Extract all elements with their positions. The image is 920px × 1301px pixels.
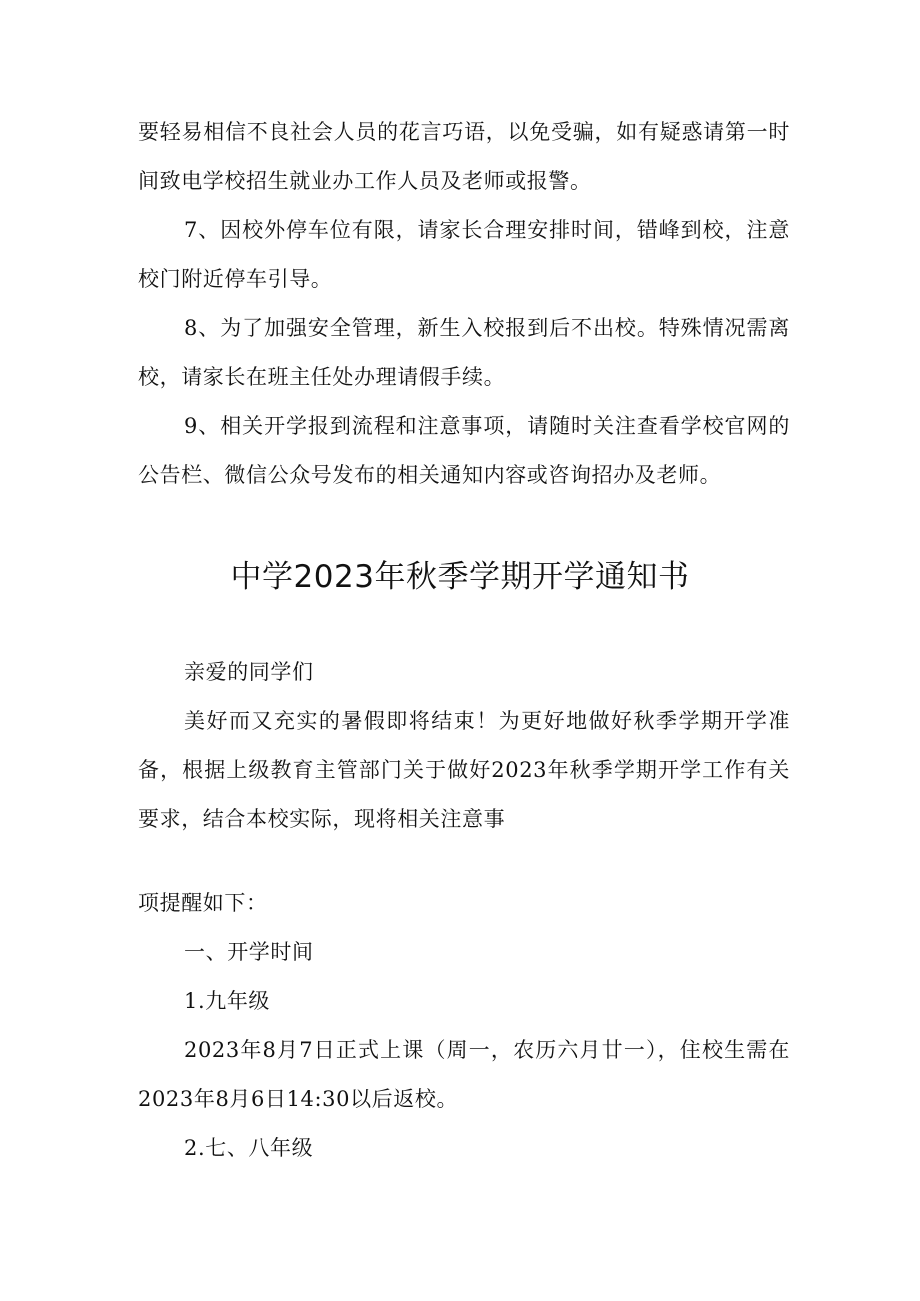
paragraph-item-7: 7、因校外停车位有限，请家长合理安排时间，错峰到校，注意校门附近停车引导。: [138, 218, 790, 291]
greeting: 亲爱的同学们: [184, 660, 314, 684]
subheading-grade-7-8: 2.七、八年级: [184, 1136, 314, 1160]
section-heading-start-time: 一、开学时间: [184, 940, 314, 964]
intro-continuation: 项提醒如下：: [138, 891, 268, 915]
grade-9-schedule-text: 2023年8月7日正式上课（周一，农历六月廿一），住校生需在2023年8月6日14:30以后返校。: [138, 1038, 790, 1111]
notice-title: 中学2023年秋季学期开学通知书: [230, 559, 690, 595]
intro-paragraph: 美好而又充实的暑假即将结束！为更好地做好秋季学期开学准备，根据上级教育主管部门关于做好2023年秋季学期开学工作有关要求，结合本校实际，现将相关注意事: [138, 709, 790, 831]
paragraph-item-9: 9、相关开学报到流程和注意事项，请随时关注查看学校官网的公告栏、微信公众号发布的相关通知内容或咨询招办及老师。: [138, 414, 790, 487]
paragraph-item-6-continuation: 要轻易相信不良社会人员的花言巧语，以免受骗，如有疑惑请第一时间致电学校招生就业办工作人员及老师或报警。: [138, 120, 790, 193]
paragraph-item-8: 8、为了加强安全管理，新生入校报到后不出校。特殊情况需离校，请家长在班主任处办理请假手续。: [138, 316, 790, 389]
subheading-grade-9: 1.九年级: [184, 989, 271, 1013]
